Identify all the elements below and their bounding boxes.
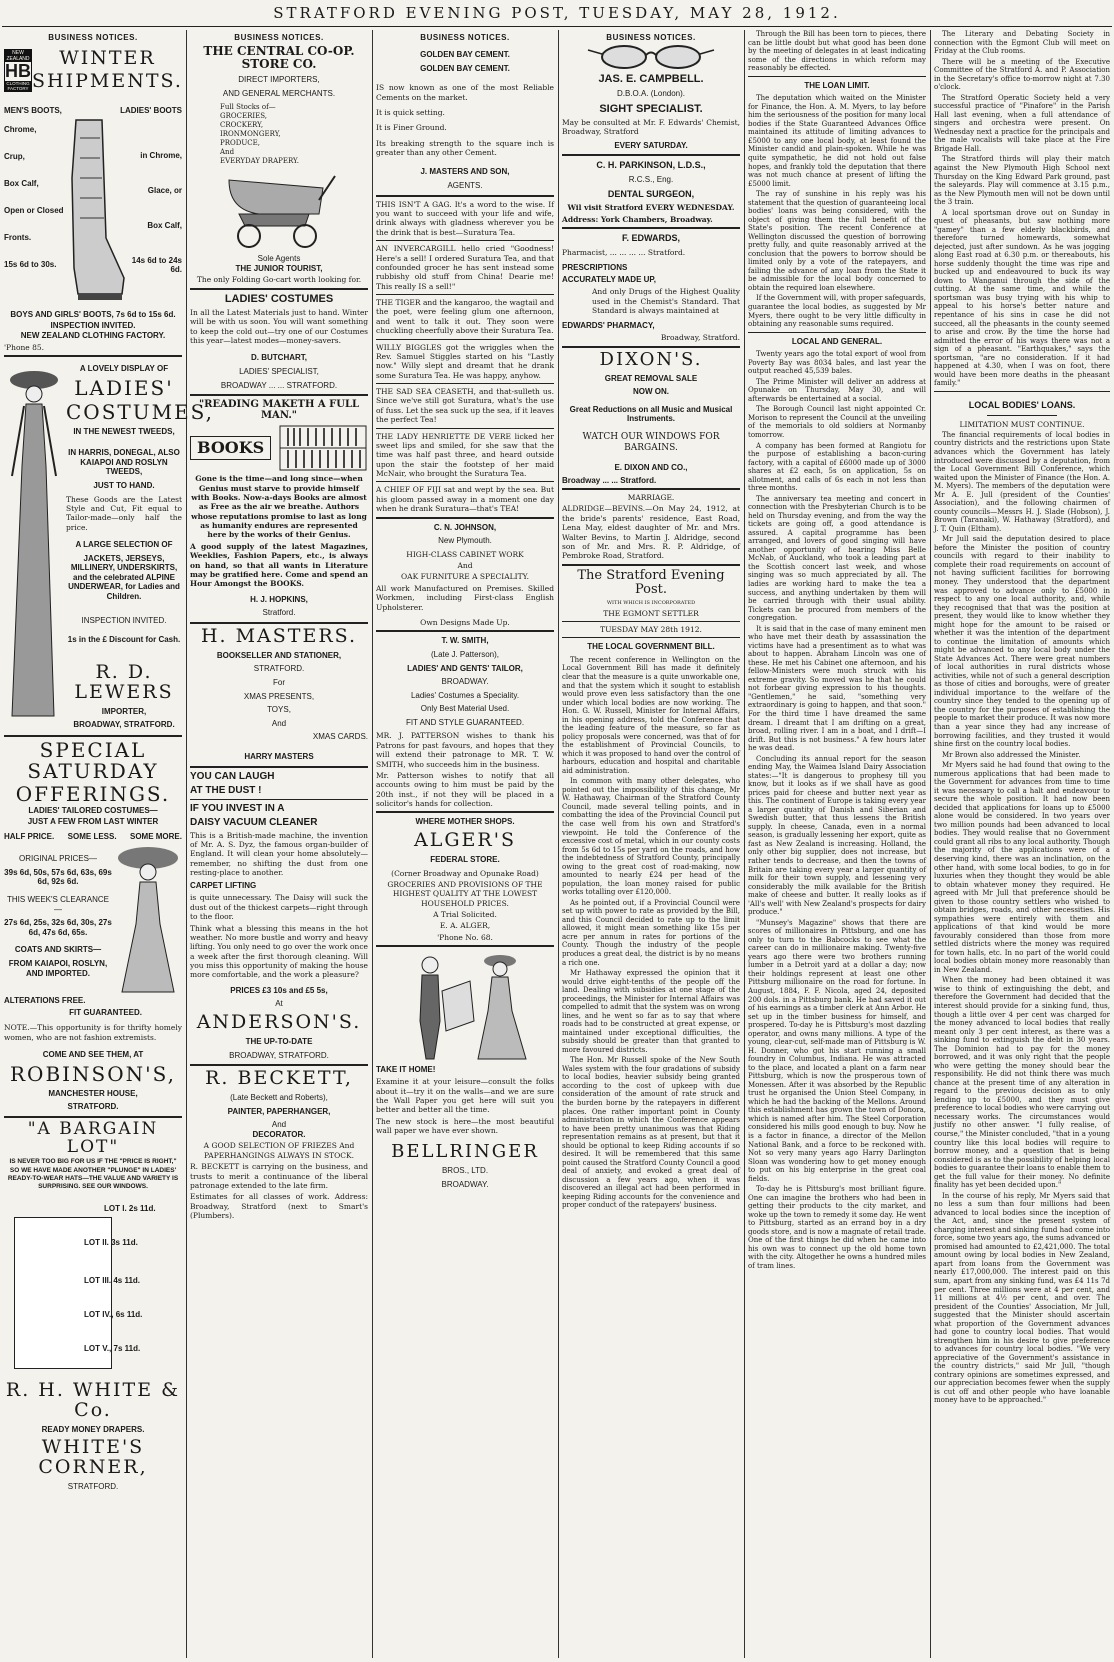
alterations-free: ALTERATIONS FREE.: [4, 996, 86, 1006]
edwards-name: F. EDWARDS,: [621, 233, 680, 244]
some-less: SOME LESS.: [67, 832, 117, 842]
at-label: At: [275, 999, 283, 1009]
lead-paragraph: The Stratford thirds will play their match against the New Plymouth High School next Thursday on the King Edward Park ground, past the saleyards. Play will commence at 3.15 p.m., as the New Plymouth men will not be down until the 3 train.: [934, 155, 1110, 207]
come-and-see: COME AND SEE THEM, AT: [42, 1049, 144, 1059]
bill-paragraph: As he pointed out, if a Provincial Council were set up with power to rate as provided by the Bill, and this Council decided to rate up to the limit allowed, it might mean something like 15s per acre per annum in rates for portions of the County. Though the industry of the people produces a great deal, the district is by no means a rich one.: [562, 898, 740, 967]
lewers-importer: IMPORTER,: [101, 706, 147, 716]
marriage-notice: ALDRIDGE—BEVINS.—On May 24, 1912, at the bride's parents' residence, East Road, Lena May, eldest daughter of Mr. and Mrs. Walter Bevins, to Martin J. Aldridge, second son of Mr. and Mrs. R. P. Aldridge, of Pembroke Road, Stratford.: [562, 504, 740, 561]
bill-paragraph: Mr Hathaway expressed the opinion that it would drive eight-tenths of the people off the land. Dealing with subsidies at one stage of the proceedings, the Minister for Internal Affairs was compelled to admit that the system was on wrong lines, and he went so far as to say that where roads had to be constructed at great expense, or maintained under exceptional difficulties, the subsidy should be greater than that granted to more favoured districts.: [562, 969, 740, 1054]
alger-name: E. A. ALGER,: [439, 921, 491, 931]
ready-money: READY MONEY DRAPERS.: [41, 1424, 145, 1434]
divider: [934, 391, 1110, 392]
folding-go-cart: The only Folding Go-cart worth looking for.: [196, 275, 362, 285]
local-general-heading: LOCAL AND GENERAL.: [791, 336, 883, 346]
bookseller: BOOKSELLER AND STATIONER,: [216, 650, 342, 660]
lot-price: LOT III. 4s 11d.: [84, 1275, 141, 1285]
boot-spec: Glace, or: [147, 185, 182, 195]
stock-item: Full Stocks of—: [220, 102, 276, 111]
boot-spec: Open or Closed: [4, 205, 64, 215]
phone: 'Phone 85.: [4, 342, 45, 352]
stock-item: GROCERIES,: [220, 111, 267, 120]
patterson-text-2: Mr. Patterson wishes to notify that all accounts owing to him must be paid by the 20th inst., if not they will be placed in a solicitor's hands for collection.: [376, 770, 554, 809]
suratura-ad: A CHIEF OF FIJI sat and wept by the sea. But his gloom passed away in a moment one day when he drank Suratura—that's TEA!: [376, 485, 554, 514]
think-text: Think what a blessing this means in the hot weather. No more bustle and worry and heavy lifting. You only need to go over the work once a week after the first thorough cleaning. Will you miss this opportunity of making the house more comfortable, and the work a pleasure?: [190, 923, 368, 980]
divider: [376, 294, 554, 295]
column-divider: [372, 30, 373, 1658]
junior-tourist: THE JUNIOR TOURIST,: [235, 263, 323, 273]
divider: [376, 339, 554, 340]
new-plymouth: New Plymouth.: [438, 536, 492, 546]
own-designs: Own Designs Made Up.: [420, 617, 510, 627]
and-label: And: [271, 718, 287, 728]
just-to-hand: JUST TO HAND.: [93, 481, 155, 490]
robinsons-address: STRATFORD.: [67, 1102, 119, 1112]
coats-skirts: COATS AND SKIRTS—: [14, 945, 102, 955]
divider: [376, 383, 554, 384]
inspection-invited: INSPECTION INVITED.: [81, 615, 167, 625]
lead-paragraph: The Literary and Debating Society in connection with the Egmont Club will meet on Friday at the Club rooms.: [934, 30, 1110, 56]
golden-bay-cement: GOLDEN BAY CEMENT.: [420, 50, 510, 59]
bill-paragraph: In common with many other delegates, who pointed out the impossibility of this change, Mr W. Hathaway, Chairman of the Stratford County Council, made several telling points, and in combatting the idea of the Provincial Council put the case well from his own and Stratford's viewpoint. He told the Conference of the excessive cost of metal, which in our county costs from 5s 6d to 15s per yard on the roads, and how the indebtedness of Stratford County, principally owing to the great cost of road-making, now amounted to nearly £24 per head of the population, the loan money raised for public works totalling over £120,000.: [562, 777, 740, 897]
column-6: [934, 30, 1110, 1658]
algers-corner: (Corner Broadway and Opunake Road): [391, 868, 539, 878]
section-header: BUSINESS NOTICES.: [420, 33, 510, 42]
local-paragraph: The Borough Council last night appointed Cr. Morison to represent the Council at the unveiling of the memorials to old soldiers at Normanby tomorrow.: [748, 405, 926, 439]
daisy-prices: PRICES £3 10s and £5 5s,: [230, 985, 328, 995]
local-paragraph: "Munsey's Magazine" shows that there are scores of millionaires in Pittsburg, and one has only to turn to the Babcocks to see what the career can do in millionaire making. Twenty-five years ago there were two brothers running lumber in a Detroit yard at a dollar a day; now their holdings represent at least one other Pittsburg millionaire on the road for fortune. In August, 1884, F. F. Nicola, aged 24, deposited 200 dols. in a Pittsburg bank. He had saved it out of his earnings as a timber clerk at Ann Arbor. He set up in the timber business for himself, and prospered. To-day he is Pittsburg's most dazzling operator, and owns many millions. A type of the young, clear-cut, self-made man of Pittsburg is W. H. Donner, who got his start running a small foundry in Columbus, Indiana. He was attracted to the place, and located a plant on a farm near Pittsburg, which is now the prosperous town of Monessen. After it was absorbed by the Republic trust he organised the Union Steel Company, in which he had the backing of the Mellons. Around this establishment has grown the town of Donora, which is named after him. The Steel Corporation considered his mills good enough to buy. Now he is a factor in finance, a director of the Mellon National Bank, and a force to be reckoned with. Not so very many years ago Harry Darlington Sloan was wondering how to get money enough to put on his big enterprise in the great coal fields.: [748, 918, 926, 1183]
clearance: THIS WEEK'S CLEARANCE—: [7, 895, 109, 914]
column-2: [190, 30, 368, 1658]
divider: [562, 227, 740, 229]
display-label: A LOVELY DISPLAY OF: [79, 364, 169, 374]
factory-name: NEW ZEALAND CLOTHING FACTORY.: [20, 331, 166, 341]
stock-list: [220, 103, 368, 167]
boot-spec: Fronts.: [4, 232, 32, 242]
marriage-heading: MARRIAGE.: [627, 493, 675, 503]
loan-limit-heading: THE LOAN LIMIT.: [804, 80, 870, 90]
egmont-settler: THE EGMONT SETTLER: [603, 608, 699, 618]
visit-text: Wil visit Stratford EVERY WEDNESDAY.: [567, 203, 735, 213]
lead-paragraph: A local sportsman drove out on Sunday in quest of pheasants, but saw nothing more "gamey" than a few elderly blackbirds, and therefore turned homewards, somewhat dejected, just after sundown. As he was jogging along East road at 6.30 p.m. or thereabouts, his horse suddenly thought the time was ripe and bucked up and endeavoured to buck its way down to Wanganui through the side of the cutting. At the same time, and while the sportsman was busy trying with his whip to appeal to his horse's better nature and repentance of his sins in case he did not succeed, all the pheasants in the county seemed to arise and crow. By the time the horse had admitted the error of his ways there was not a sign of a pheasant. "Earthquakes," says the sportsman, "are no consideration. If it had happened at 4.30, when I was on foot, there would have been more deaths in the pheasant family.": [934, 208, 1110, 388]
tailor-speciality: Ladies' Costumes a Speciality.: [410, 690, 520, 700]
lead-paragraph: Through the Bill has been torn to pieces, there can be little doubt but what good has been done by the meeting of delegates in at least indicating some of the directions in which reform may reasonably be effected.: [748, 30, 926, 73]
algers-name: ALGER'S: [414, 829, 516, 852]
alger-phone: 'Phone No. 68.: [437, 932, 493, 942]
divider: [376, 240, 554, 241]
daisy-text: This is a British-made machine, the invention of Mr. A. S. Dyz, the famous organ-builder of England. It will clean your home absolutely—remember, no shifting the dust from one resting-place to another.: [190, 830, 368, 878]
manchester-house: MANCHESTER HOUSE,: [48, 1088, 138, 1098]
section-header: BUSINESS NOTICES.: [606, 33, 696, 42]
column-1: [4, 30, 215, 1658]
reductions: Great Reductions on all Music and Musical Instruments.: [569, 404, 733, 424]
column-divider: [186, 30, 187, 1658]
central-store: THE CENTRAL CO-OP. STORE CO.: [203, 44, 355, 72]
column-5: [748, 30, 926, 1658]
prescriptions: PRESCRIPTIONS: [562, 263, 628, 273]
xmas-presents: XMAS PRESENTS,: [243, 691, 315, 701]
and-label: And: [457, 561, 473, 571]
examine-text: Examine it at your leisure—consult the folks about it—try it on the walls—and we are sure the Wall Paper you get here will suit you better and better all the time.: [376, 1077, 554, 1115]
general-merchants: AND GENERAL MERCHANTS.: [222, 88, 336, 98]
paper-title: The Stratford Evening Post.: [577, 567, 725, 598]
divider: [562, 564, 740, 566]
divider: [376, 195, 554, 197]
local-paragraph: A company has been formed at Rangiotu for the purpose of establishing a bacon-curing factory, with a capital of £6000 made up of 3000 shares at £2 each, 5s on application, 5s on allotment, and calls of 6s each in not less than three months.: [748, 441, 926, 493]
hopkins-name: H. J. HOPKINS,: [250, 594, 308, 604]
pharmacy-address: Broadway, Stratford.: [660, 333, 740, 343]
stock-item: PRODUCE,: [220, 138, 260, 147]
some-more: SOME MORE.: [129, 832, 182, 842]
beckett-late: (Late Beckett and Roberts),: [230, 1093, 328, 1103]
boot-price: 14s 6d to 24s 6d.: [131, 255, 182, 274]
incorporated: WITH WHICH IS INCORPORATED: [606, 600, 696, 607]
dust-heading: AT THE DUST !: [190, 784, 262, 796]
removal-sale: GREAT REMOVAL SALE: [604, 373, 698, 383]
kaiapoi: FROM KAIAPOI, ROSLYN, AND IMPORTED.: [8, 958, 108, 978]
divider: [748, 332, 926, 333]
limitation-subheading: LIMITATION MUST CONTINUE.: [959, 419, 1085, 429]
tailor-broadway: BROADWAY.: [441, 677, 489, 687]
mother-shops: WHERE MOTHER SHOPS.: [415, 817, 515, 827]
divider: [4, 1116, 182, 1118]
fit-style: FIT AND STYLE GUARANTEED.: [405, 717, 525, 727]
dixon-address: Broadway ... ... Stratford.: [562, 476, 657, 486]
local-paragraph: Twenty years ago the total export of wool from Poverty Bay was 8034 bales, and last year the output reached 45,539 bales.: [748, 350, 926, 376]
oak-furniture: OAK FURNITURE A SPECIALITY.: [401, 572, 529, 582]
take-it-home: TAKE IT HOME!: [376, 1065, 436, 1075]
hb-logo: [4, 49, 32, 93]
ladies-specialist: LADIES' SPECIALIST,: [239, 366, 319, 376]
manufactured-text: All work Manufactured on Premises. Skilled Workmen, including First-class English Upholsterer.: [376, 583, 554, 612]
ladies-boots: LADIES' BOOTS: [120, 105, 182, 115]
for-label: For: [273, 677, 285, 687]
harry-masters: HARRY MASTERS: [244, 751, 314, 761]
divider: [376, 811, 554, 813]
painter: PAINTER, PAPERHANGER,: [227, 1106, 331, 1116]
consulted-text: May be consulted at Mr. F. Edwards' Chemist, Broadway, Stratford: [562, 117, 740, 137]
golden-bay-cement-2: GOLDEN BAY CEMENT.: [420, 63, 510, 73]
bill-paragraph: The Hon. Mr Russell spoke of the New South Wales system with the four gradations of subsidy to local bodies, heavier subsidy being granted according to the cost of upkeep with due consideration of the amount of rate struck and the burden borne by the ratepayers in different places. One rather important point in County administration in which the Conference appears to have been pretty unanimous was that Riding representation remains as at present, but that it should be optional to keep Riding accounts if so desired. It will be remembered that this same point caused the Stratford County Council a good deal of anxiety, and evoked a great deal of discussion a few years ago, when it was discovered an illegal act had been performed in keeping Riding accounts for the convenience and proper conduct of the ratepayers' business.: [562, 1056, 740, 1210]
divider: [376, 945, 554, 947]
cement-strength: Its breaking strength to the square inch is greater than any other Cement.: [376, 138, 554, 158]
whites-corner: WHITE'S CORNER,: [38, 1436, 148, 1479]
stock-item: EVERYDAY DRAPERY.: [220, 157, 299, 166]
costumes-text: In all the Latest Materials just to hand. Winter will be with us soon. You will want something to keep the cold out—try one of our Costumes this year—latest modes—money-savers.: [190, 307, 368, 345]
bill-paragraph: The recent conference in Wellington on the Local Government Bill has made it definitely clear that the measure is a quite unworkable one, and that the system which it sought to establish would prove even less satisfactory than the one under which local bodies are now working. The Hon. G. W. Russell, Minister for Internal Affairs, in his opening address, told the Conference that the leading feature of the measure, so far as policy proposals were concerned, was that of for the establishment of Provincial Councils, to which it was proposed to hand over the control of harbours, education and hospital and charitable aid administration.: [562, 655, 740, 775]
butchart-name: D. BUTCHART,: [251, 353, 307, 363]
loan-paragraph: The ray of sunshine in his reply was his statement that the question of guaranteeing local bodies' loans was being considered, with the object of giving them the full benefit of the State's position. The recent Conference at Wellington discussed the question of borrowing pretty fully, and quite reasonably arrived at the conclusion that the powers to borrow should be limited only by a vote of the ratepayers, and failing the advance of any loan from the State it be admissible for the local body concerned to obtain the required loan elsewhere.: [748, 190, 926, 292]
hopkins-address: Stratford.: [262, 608, 296, 618]
edwards-pharmacy: EDWARDS' PHARMACY,: [562, 321, 655, 331]
divider: [562, 488, 740, 490]
loans-paragraph: Mr Jull said the deputation desired to place before the Minister the position of country councils with regard to their inability to complete their road requirements on account of not having sufficient facilities for borrowing money. They understood that the department was approved to advance only to £5000 in respect to any one local authority, and, while they recognised that that was the position at present, they would like to know whether they might hope for the amount to be raised or whether it was the intention of the department to continue the limitation of amounts which might be advanced to any local body under the State Advances Act. There were great numbers of local authorities in rural districts whose activities, while not of such a general description as those of cities and boroughs, were of greater individual importance to the welfare of the country since they tended to the opening up of the country for the purposes of establishing the people to market their produce. It was now more than a year since they had any increase of borrowing facilities, and they trusted it would shine first on the country local bodies.: [934, 535, 1110, 749]
bellringer-bros: BROS., LTD.: [441, 1166, 489, 1176]
friezes-text: A GOOD SELECTION OF FRIEZES And PAPERHANGINGS ALWAYS IN STOCK.: [203, 1141, 355, 1160]
andersons-name: ANDERSON'S.: [196, 1010, 362, 1033]
special-saturday: SPECIAL SATURDAY: [27, 738, 159, 784]
clearance-prices: 27s 6d, 25s, 32s 6d, 30s, 27s 6d, 47s 6d, 65s.: [4, 918, 112, 937]
tailored-costumes: LADIES' TAILORED COSTUMES—: [28, 806, 158, 816]
suratura-ad: WILLY BIGGLES got the wriggles when the Rev. Samuel Stiggles started on his "Lastly now." Willy slept and dreamt that he drank some Suratura Tea. He was happy, anyhow.: [376, 342, 554, 380]
divider: [190, 394, 368, 396]
boot-spec: Crup,: [4, 151, 25, 161]
masters-son: J. MASTERS AND SON,: [420, 167, 510, 177]
divider: [376, 481, 554, 482]
late-patterson: (Late J. Patterson),: [430, 649, 500, 659]
up-to-date: THE UP-TO-DATE: [245, 1036, 313, 1046]
masthead-rule: [2, 26, 1112, 27]
offerings-heading: OFFERINGS.: [15, 782, 171, 807]
smith-name: T. W. SMITH,: [441, 636, 489, 646]
suratura-ad: THE TIGER and the kangaroo, the wagtail and the poet, were feeling glum one afternoon, and went to talk it out. They soon were chuckling cheerfully above their Suratura Tea.: [376, 298, 554, 336]
beckett-name: R. BECKETT,: [205, 1067, 353, 1090]
column-divider: [558, 30, 559, 1658]
masthead: STRATFORD EVENING POST, TUESDAY, MAY 28, 1912.: [273, 4, 841, 22]
half-price: HALF PRICE.: [4, 832, 55, 842]
spectacles-icon: [586, 44, 716, 70]
butchart-address: BROADWAY ... ... STRATFORD.: [220, 380, 338, 390]
every-saturday: EVERY SATURDAY.: [614, 140, 688, 150]
loan-paragraph: The deputation which waited on the Minister for Finance, the Hon. A. M. Myers, to lay before him the seriousness of the position for many local bodies if the State Guaranteed Advances Office maintained its attitude of limiting advances to £5000 to any one local body, at least found the Minister candid and plain-spoken. While he was quite sympathetic, he did not hold out false hopes, and frankly told the deputation that there was not much chance at present of lifting the £5000 limit.: [748, 94, 926, 188]
dental-surgeon: DENTAL SURGEON,: [607, 188, 695, 199]
lot-price: LOT IV., 6s 11d.: [84, 1309, 143, 1319]
federal-store: FEDERAL STORE.: [430, 855, 500, 864]
loans-paragraph: Mr Brown also addressed the Minister.: [942, 750, 1081, 759]
boot-spec: Chrome,: [4, 124, 37, 134]
robinsons-name: ROBINSON'S,: [10, 1061, 176, 1086]
bellringer-name: BELLRINGER: [391, 1141, 539, 1163]
parkinson-address: Address: York Chambers, Broadway.: [562, 214, 713, 224]
loans-paragraph: In the course of his reply, Mr Myers said that no less a sum than four millions had been advanced to local bodies since the inception of the Act, and, since the present system of charging interest and sinking fund had come into force, some two years ago, the sums advanced or promised had amounted to £2,421,000. The total amount owing by local bodies in New Zealand, apart from loans from the Government was nearly £17,000,000. The interest paid on this sum, apart from any sinking fund, was £4 11s 7d per cent. Three millions were at 4 per cent, and 11 millions at 4½ per cent, and over. The president of the Counties' Association, Mr Jull, suggested that the Minister should ascertain what proportion of the Government advances had gone to country local bodies. That would strengthen him in his desire to give preference to advances for country local bodies. "We very appreciative of the Government's assistance in the country districts," said Mr Jull, "though contrary opinions are sometimes expressed, and our appreciation becomes fewer when the supply is cut off and other people who have loanable money have to be approached.": [934, 1191, 1110, 1405]
trial: A Trial Solicited.: [433, 910, 497, 920]
costumes-heading: LADIES': [74, 375, 174, 400]
new-stock-text: The new stock is here—the most beautiful wall paper we have ever shown.: [376, 1116, 554, 1136]
invest-heading: IF YOU INVEST IN A: [190, 802, 285, 814]
accurately: ACCURATELY MADE UP,: [562, 275, 656, 285]
lead-paragraph: There will be a meeting of the Executive Committee of the Stratford A. and P. Association in the Secretary's office to-morrow night at 7.30 o'clock.: [934, 57, 1110, 92]
column-3: [376, 30, 554, 1658]
magazines-text: A good supply of the latest Magazines, Weeklies, Fashion Papers, etc., is always on hand, so that all wants in Literature may be gratified here. Come and spend an Hour Amongst the BOOKS.: [190, 541, 368, 589]
harris-tweeds: IN HARRIS, DONEGAL, ALSO KAIAPOI AND ROSLYN TWEEDS,: [68, 448, 180, 477]
boot-spec: in Chrome,: [140, 150, 182, 160]
white-address: STRATFORD.: [67, 1482, 119, 1492]
divider: [190, 799, 368, 800]
editorial-date: TUESDAY MAY 28th 1912.: [600, 624, 702, 634]
anderson-address: BROADWAY, STRATFORD.: [229, 1050, 329, 1060]
divider: [190, 766, 368, 768]
tailor-heading: LADIES' AND GENTS' TAILOR,: [407, 663, 523, 673]
now-on: NOW ON.: [633, 387, 669, 397]
lot-price: LOT I. 2s 11d.: [104, 1203, 156, 1213]
daisy-heading: DAISY VACUUM CLEANER: [190, 816, 318, 828]
lewers-name: R. D. LEWERS: [74, 660, 174, 703]
divider: [4, 735, 182, 737]
divider: [376, 630, 554, 632]
bill-heading: THE LOCAL GOVERNMENT BILL.: [587, 642, 715, 652]
masters-town: STRATFORD.: [253, 664, 305, 674]
direct-importers: DIRECT IMPORTERS,: [238, 75, 320, 85]
suratura-ad: THE LADY HENRIETTE DE VERE licked her sweet lips and smiled, for she saw that the time was half past three, and heard outside upon the stair the footstep of her maid McNair, who brought the Suratura Tea.: [376, 431, 554, 478]
couple-illustration: [390, 951, 540, 1061]
column-4: [562, 30, 740, 1658]
masters-name: H. MASTERS.: [200, 624, 358, 647]
column-divider: [744, 30, 745, 1658]
loan-paragraph: If the Government will, with proper safeguards, guarantee the local bodies, as suggested by Mr Myers, there ought to be very little difficulty in obtaining any reasonable sums required.: [748, 294, 926, 329]
sole-agents: Sole Agents: [257, 254, 301, 264]
local-paragraph: Concluding its annual report for the season ending May, the Waimea Island Dairy Association states:—"It is dangerous to prophesy till you know, but it looks as if we shall have as good prices paid for cheese and butter next year as this. The continent of Europe is taking every year a larger quantity of Danish and Siberian and Swedish butter, that thus lessens the British supply. In cheese, Canada, even in a normal season, is gradually lessening her export, quite as fast as New Zealand is increasing. Holland, the only other big supplier, does not increase, but rather tends to decrease, and then the towns of Britain are taking every year a larger quantity of milk for their town supply, and lessening very considerably the milk available for the British make of cheese and butter. It really looks as if 'All's well' with New Zealand's prospects for dairy produce.": [748, 754, 927, 917]
hats-panel: [4, 1197, 182, 1373]
boot-spec: Box Calf,: [4, 178, 39, 188]
cement-setting: It is quick setting.: [376, 107, 445, 117]
dixons-name: DIXON'S.: [599, 348, 703, 370]
lead-paragraph: The Stratford Operatic Society held a very successful practice of "Pinafore" in the Parish Hall last evening, when a full attendance of singers and orchestra were present. On Wednesday next a practice for the principals and the male vocalists will take place at the Fire Brigade Hall.: [934, 93, 1110, 153]
note-text: NOTE.—This opportunity is for thrifty homely women, who are not fashion extremists.: [4, 1023, 182, 1042]
divider: [190, 288, 368, 290]
loans-paragraph: When the money had been obtained it was wise to think of extinguishing the debt, and therefore the Government had decided that the interest should provide for a sinking fund, thus, though a little over 4 per cent was charged for the money advanced to local bodies that really meant only 3 per cent interest, as there was a sinking fund to extinguish the debt in 30 years. The Dominion had to pay for the money borrowed, and it was only right that the people who were getting the money should bear the responsibility. He did not think there was much chance at the present time of any alteration in regard to the previous decision as to only lending up to £5000, and they must give preference to local bodies who were carrying out necessary works. The circumstances would justify no other answer. "I fully realise, of course," the Minister concluded, "that in a young country like this local bodies will require to borrow money, and a question that is being considered is as to the possibility of helping local bodies to guarantee their loans to enable them to get the full value for their money. No definite finality has yet been decided upon.": [934, 976, 1110, 1190]
carpet-lifting: CARPET LIFTING: [190, 881, 257, 891]
bargain-text: IS NEVER TOO BIG FOR US IF THE "PRICE IS RIGHT," SO WE HAVE MADE ANOTHER "PLUNGE" IN LADIES' READY-TO-WEAR HATS—THE VALUE AND VARIETY IS SURPRISING. SEE OUR WINDOWS.: [7, 1158, 179, 1190]
logo-bottom: CLOTHING FACTORY: [6, 81, 30, 92]
fit-guaranteed: FIT GUARANTEED.: [69, 1008, 142, 1018]
watch-windows: WATCH OUR WINDOWS FOR BARGAINS.: [582, 432, 720, 454]
go-cart-illustration: [219, 170, 339, 250]
white-name: R. H. WHITE & Co.: [5, 1378, 181, 1421]
ladies-costumes: LADIES' COSTUMES: [224, 292, 334, 305]
stock-item: IRONMONGERY,: [220, 129, 281, 138]
shipments-heading: SHIPMENTS.: [32, 69, 183, 92]
groceries-text: GROCERIES AND PROVISIONS OF THE HIGHEST QUALITY AT THE LOWEST HOUSEHOLD PRICES.: [387, 879, 543, 908]
large-selection: A LARGE SELECTION OF: [75, 540, 173, 550]
boot-illustration: [62, 118, 128, 303]
agents: AGENTS.: [447, 181, 483, 191]
reading-heading: "READING MAKETH A FULL MAN.": [198, 399, 360, 422]
divider: [562, 637, 740, 638]
carpet-text: is quite unnecessary. The Daisy will suck the dust out of the thickest carpets—right through to the floor.: [190, 893, 368, 922]
jackets-list: JACKETS, JERSEYS, MILLINERY, UNDERSKIRTS, and the celebrated ALPINE UNDERWEAR, for Ladies and Children.: [68, 553, 180, 602]
last-winter: JUST A FEW FROM LAST WINTER: [27, 816, 159, 826]
patterson-text: MR. J. PATTERSON wishes to thank his Patrons for past favours, and hopes that they will extend their patronage to MR. T. W. SMITH, who succeeds him in the business.: [376, 731, 554, 769]
bellringer-address: BROADWAY.: [441, 1179, 489, 1189]
local-bodies-loans-heading: LOCAL BODIES' LOANS.: [968, 399, 1076, 410]
column-divider: [930, 30, 931, 1658]
loans-paragraph: The financial requirements of local bodies in country districts and the restrictions upon State advances which the Government has lately introduced were discussed by a deputation, from the Local Government Bill Conference, which waited upon the Minister of Finance (the Hon. A. M. Myers). The members of the deputation were Mr A. E. Jull (president of the Counties' Association), and the following chairmen of county councils—Messrs H. J. Slade (Hobson), J. Brown (Taranaki), W. Hathaway (Stratford), and J. T. Quin (Eltham).: [934, 430, 1110, 533]
divider: [987, 415, 1057, 416]
inspection: INSPECTION INVITED.: [50, 321, 136, 331]
suratura-ad: THIS ISN'T A GAG. It's a word to the wise. If you want to succeed with your life and wife, drink always with gladness wherever you be the drink that is best—Suratura Tea.: [376, 199, 554, 237]
decorator: DECORATOR.: [252, 1129, 306, 1139]
and-label-2: And: [271, 1120, 287, 1130]
dixon-co: E. DIXON AND CO.,: [614, 462, 688, 472]
estimates-text: Estimates for all classes of work. Address: Broadway, Stratford (next to Smart's (Plumbers).: [190, 1192, 368, 1221]
rcs: R.C.S., Eng.: [628, 174, 674, 184]
boys-boots: BOYS AND GIRLS' BOOTS, 7s 6d to 15s 6d.: [10, 309, 176, 319]
dboa: D.B.O.A. (London).: [616, 89, 686, 99]
bookshelf-illustration: [278, 424, 368, 472]
lot-price: LOT II. 3s 11d.: [84, 1237, 138, 1247]
local-paragraph: It is said that in the case of many eminent men who have met their death by assassination the victims have had a presentiment as to what was about to happen. Abraham Lincoln was one of these. He met his Cabinet one afternoon, and his fellow-Ministers were much struck with his extreme gravity. So moved was he that he could not forbear giving expression to his thoughts. "Gentlemen," he said, "something very extraordinary is going to happen, and that soon." For the third time I have dreamed the same dream. I dreamt that I am drifting on a great, broad, rolling river. I am in a boat, and I drift—I drift. But this is not business." A few hours later he was dead.: [748, 624, 926, 753]
styles-text: These Goods are the Latest Style and Cut, Fit equal to Tailor-made—only half the price.: [66, 494, 182, 532]
cabinet-work: HIGH-CLASS CABINET WORK: [406, 549, 524, 559]
section-header: BUSINESS NOTICES.: [48, 33, 138, 42]
mens-boots: MEN'S BOOTS,: [4, 105, 62, 115]
loans-paragraph: Mr Myers said he had found that owing to the numerous applications that had been made to the Government for advances from time to time it was necessary to call a halt and endeavour to secure the whole position. It had now been decided that applications for loans up to £5000 alone would be considered. In two years over two million pounds had been advanced to local bodies. They would realise that no Government could grant all ribs to any local authority. Though the majority of the applications were of a deserving kind, there was an inclination, on the other hand, with some local bodies, to go in for luxuries when they thought they would be able to obtain whatever money they required. He agreed with Mr Jull that preference should be given to those country settlers who wished to obtain bridges, roads, and other necessities. His sympathies were entirely with them and applications of that kind would be more favourably considered than those from more settled districts where the money was required for town halls, etc. In no part of the world could local bodies obtain money more reasonably than in New Zealand.: [934, 761, 1110, 974]
section-header: BUSINESS NOTICES.: [234, 33, 324, 42]
divider: [190, 622, 368, 624]
books-sign: BOOKS: [190, 436, 271, 460]
local-paragraph: The anniversary tea meeting and concert in connection with the Presbyterian Church is to be held on Thursday evening, and from the way the tickets are going off, a good attendance is assured. A capital programme has been arranged, and lovers of good singing will have another opportunity of hearing Miss Belle McNab, of Auckland, who took a leading part at the Scottish concert last week, and whose singing was so much appreciated by all. The ladies are working hard to make the tea a success, and anything undertaken by them will be carried through with their usual ability. Tickets can be procured from members of the congregation.: [748, 494, 926, 623]
suratura-ad: THE SAD SEA CEASETH, and that-sulleth us. Since we've still got Suratura, what's the use of fuss. Let the sea suck up the sea, if it leaves the perfect Tea!: [376, 387, 554, 425]
bargain-heading: "A BARGAIN LOT": [27, 1118, 159, 1157]
local-paragraph: The Prime Minister will deliver an address at Opunake on Thursday, May 30, and will afterwards be entertained at a social.: [748, 377, 926, 403]
boot-spec: Box Calf,: [147, 220, 182, 230]
local-paragraph: To-day he is Pittsburg's most brilliant figure. One can imagine the brothers who had been in getting their products to the city market, and woke up the town to remedy it some day. He went to Pittsburg, started as an errand boy in a dry goods store, and is now a magnate of retail trade. One of the first things he did when he came into his own was to connect up the old home town with the city. Altogether he owns a hundred miles of tram lines.: [748, 1185, 926, 1270]
divider: [376, 428, 554, 429]
divider: [376, 517, 554, 519]
original-prices: ORIGINAL PRICES—: [19, 854, 97, 864]
divider: [748, 76, 926, 77]
cash-discount: 1s in the £ Discount for Cash.: [67, 635, 181, 645]
xmas-cards: XMAS CARDS.: [312, 732, 368, 742]
beckett-text: R. BECKETT is carrying on the business, and trusts to merit a continuance of the liberal patronage extended to the late firm.: [190, 1162, 368, 1190]
sight-specialist: SIGHT SPECIALIST.: [599, 102, 703, 115]
logo-mark: HB: [5, 60, 31, 81]
lot-price: LOT V., 7s 11d.: [84, 1343, 141, 1353]
suratura-ad: AN INVERCARGILL hello cried "Goodness! Here's a sell! I ordered Suratura Tea, and that confounded grocer he has sent instead some rubbishy old stuff from China! Dearie me! This really IS a sell!": [376, 244, 554, 291]
lady-hat-illustration: [114, 844, 182, 994]
lewers-address: BROADWAY, STRATFORD.: [73, 720, 175, 730]
cement-known: IS now known as one of the most Reliable Cements on the market.: [376, 83, 554, 102]
parkinson-name: C. H. PARKINSON, L.D.S.,: [596, 160, 706, 171]
divider: [562, 621, 740, 622]
johnson-name: C. N. JOHNSON,: [433, 522, 497, 532]
drugs-text: And only Drugs of the Highest Quality used in the Chemist's Standard. That Standard is always maintained at: [592, 287, 740, 315]
stock-item: And: [220, 148, 235, 157]
divider: [190, 1064, 368, 1066]
newest-tweeds: IN THE NEWEST TWEEDS,: [73, 426, 175, 436]
boot-price: 15s 6d to 30s.: [4, 259, 57, 269]
winter-heading: WINTER: [59, 47, 156, 69]
cement-finer: It is Finer Ground.: [376, 123, 447, 133]
logo-top: NEW ZEALAND: [6, 49, 30, 62]
books-text: Gone is the time—and long since—when Genius must starve to provide himself with Books. Now-a-days Books are almost as Free as the air we breathe. Authors whose reputations promise to last as long as humanity endures are represented here by the works of their Genius.: [191, 474, 367, 540]
costumes-heading-2: COSTUMES,: [66, 399, 215, 424]
original-prices-list: 39s 6d, 50s, 57s 6d, 63s, 69s 6d, 92s 6d.: [4, 867, 112, 887]
lady-costume-illustration: [4, 366, 64, 726]
toys: TOYS,: [267, 705, 291, 715]
divider: [4, 355, 182, 357]
best-material: Only Best Material Used.: [420, 704, 510, 714]
laugh-heading: YOU CAN LAUGH: [190, 770, 275, 782]
divider: [562, 346, 740, 348]
pharmacist: Pharmacist, ... ... ... ... Stratford.: [562, 247, 686, 257]
campbell-name: JAS. E. CAMPBELL.: [598, 73, 704, 85]
divider: [562, 154, 740, 156]
stock-item: CROCKERY,: [220, 120, 264, 129]
